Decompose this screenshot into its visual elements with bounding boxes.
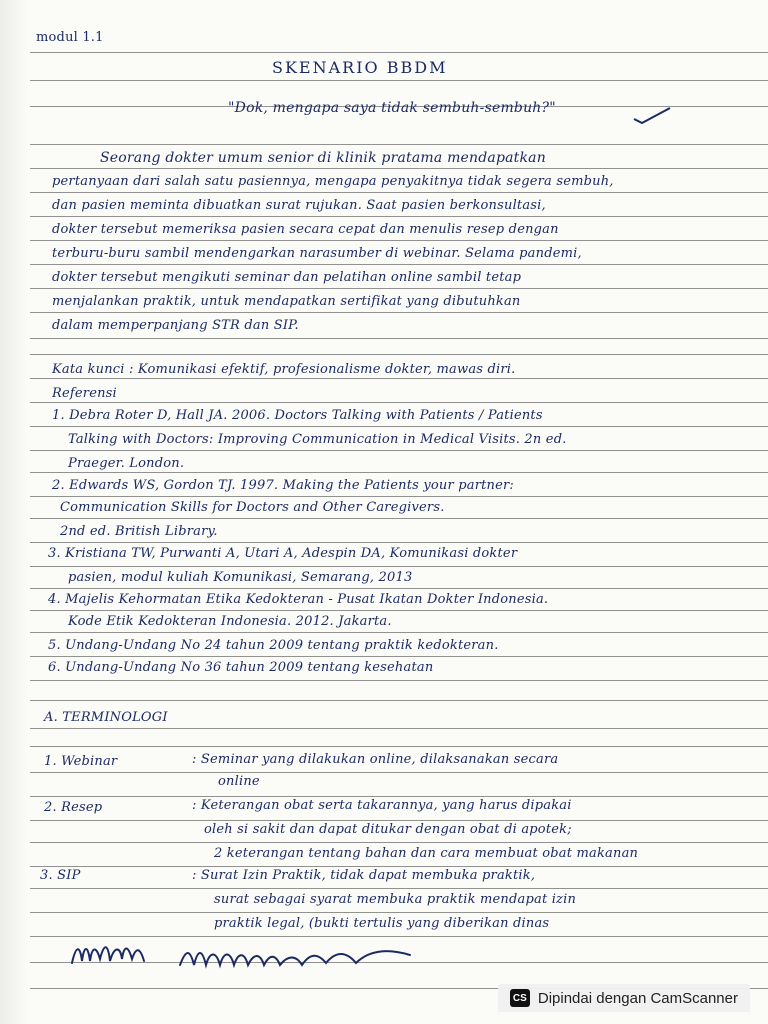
reference-line: 4. Majelis Kehormatan Etika Kedokteran - Pusat Ikatan Dokter Indonesia. <box>48 592 549 607</box>
ruled-line <box>30 542 768 543</box>
term-label: 2. Resep <box>44 800 103 815</box>
ruled-line <box>30 472 768 473</box>
camscanner-logo-icon: CS <box>510 989 530 1007</box>
ruled-line <box>30 192 768 193</box>
reference-line: 2. Edwards WS, Gordon TJ. 1997. Making the Patients your partner: <box>52 478 514 493</box>
reference-line: pasien, modul kuliah Komunikasi, Semarang, 2013 <box>68 570 413 585</box>
term-label: 1. Webinar <box>44 754 118 769</box>
ruled-line <box>30 728 768 729</box>
ruled-line <box>30 866 768 867</box>
term-definition: 2 keterangan tentang bahan dan cara membuat obat makanan <box>214 846 639 861</box>
ruled-line <box>30 746 768 747</box>
term-definition: praktik legal, (bukti tertulis yang diberikan dinas <box>214 916 550 931</box>
ruled-line <box>30 168 768 169</box>
term-label: 3. SIP <box>40 868 81 883</box>
terminology-heading: A. TERMINOLOGI <box>44 710 168 725</box>
term-definition: surat sebagai syarat membuka praktik mendapat izin <box>214 892 577 907</box>
scenario-line: dalam memperpanjang STR dan SIP. <box>52 318 299 333</box>
ruled-line <box>30 52 768 53</box>
scenario-line: terburu-buru sambil mendengarkan narasumber di webinar. Selama pandemi, <box>52 246 582 261</box>
ruled-line <box>30 888 768 889</box>
scribble-signature <box>70 935 450 980</box>
reference-line: Kode Etik Kedokteran Indonesia. 2012. Jakarta. <box>68 614 392 629</box>
checkmark-icon <box>632 105 672 125</box>
ruled-line <box>30 700 768 701</box>
scenario-line: pertanyaan dari salah satu pasiennya, mengapa penyakitnya tidak segera sembuh, <box>52 174 614 189</box>
ruled-line <box>30 772 768 773</box>
reference-line: 1. Debra Roter D, Hall JA. 2006. Doctors Talking with Patients / Patients <box>52 408 543 423</box>
ruled-line <box>30 80 768 81</box>
scenario-line: menjalankan praktik, untuk mendapatkan sertifikat yang dibutuhkan <box>52 294 521 309</box>
ruled-line <box>30 450 768 451</box>
term-definition: online <box>218 774 260 789</box>
ruled-line <box>30 354 768 355</box>
reference-line: Praeger. London. <box>68 456 185 471</box>
ruled-line <box>30 312 768 313</box>
reference-line: 5. Undang-Undang No 24 tahun 2009 tentang praktik kedokteran. <box>48 638 499 653</box>
ruled-line <box>30 796 768 797</box>
ruled-line <box>30 632 768 633</box>
module-label: modul 1.1 <box>36 30 104 45</box>
reference-line: Talking with Doctors: Improving Communication in Medical Visits. 2n ed. <box>68 432 567 447</box>
ruled-line <box>30 912 768 913</box>
camscanner-watermark <box>498 984 750 1012</box>
ruled-line <box>30 264 768 265</box>
scenario-line: Seorang dokter umum senior di klinik pratama mendapatkan <box>100 150 546 166</box>
scenario-line: dan pasien meminta dibuatkan surat rujukan. Saat pasien berkonsultasi, <box>52 198 546 213</box>
ruled-line <box>30 518 768 519</box>
watermark-label: Dipindai dengan CamScanner <box>537 989 738 1007</box>
ruled-line <box>30 566 768 567</box>
ruled-line <box>30 426 768 427</box>
ruled-line <box>30 216 768 217</box>
term-definition: : Surat Izin Praktik, tidak dapat membuka praktik, <box>192 868 536 883</box>
ruled-line <box>30 656 768 657</box>
ruled-line <box>30 144 768 145</box>
ruled-line <box>30 338 768 339</box>
ruled-line <box>30 842 768 843</box>
ruled-line <box>30 820 768 821</box>
term-definition: : Keterangan obat serta takarannya, yang harus dipakai <box>192 798 572 813</box>
ruled-line <box>30 378 768 379</box>
reference-line: 6. Undang-Undang No 36 tahun 2009 tentang kesehatan <box>48 660 434 675</box>
ruled-line <box>30 402 768 403</box>
ruled-line <box>30 588 768 589</box>
ruled-line <box>30 680 768 681</box>
scenario-line: dokter tersebut memeriksa pasien secara cepat dan menulis resep dengan <box>52 222 559 237</box>
reference-line: 3. Kristiana TW, Purwanti A, Utari A, Adespin DA, Komunikasi dokter <box>48 546 518 561</box>
scenario-line: dokter tersebut mengikuti seminar dan pelatihan online sambil tetap <box>52 270 522 285</box>
page-title: SKENARIO BBDM <box>272 58 448 77</box>
keywords-line: Kata kunci : Komunikasi efektif, profesionalisme dokter, mawas diri. <box>52 362 516 377</box>
ruled-line <box>30 610 768 611</box>
ruled-line <box>30 288 768 289</box>
term-definition: : Seminar yang dilakukan online, dilaksanakan secara <box>192 752 559 767</box>
reference-line: 2nd ed. British Library. <box>60 524 218 539</box>
term-definition: oleh si sakit dan dapat ditukar dengan obat di apotek; <box>204 822 572 837</box>
scenario-subtitle: "Dok, mengapa saya tidak sembuh-sembuh?" <box>228 100 556 116</box>
ruled-line <box>30 240 768 241</box>
reference-line: Communication Skills for Doctors and Other Caregivers. <box>60 500 445 515</box>
ruled-line <box>30 496 768 497</box>
references-heading: Referensi <box>52 386 117 401</box>
